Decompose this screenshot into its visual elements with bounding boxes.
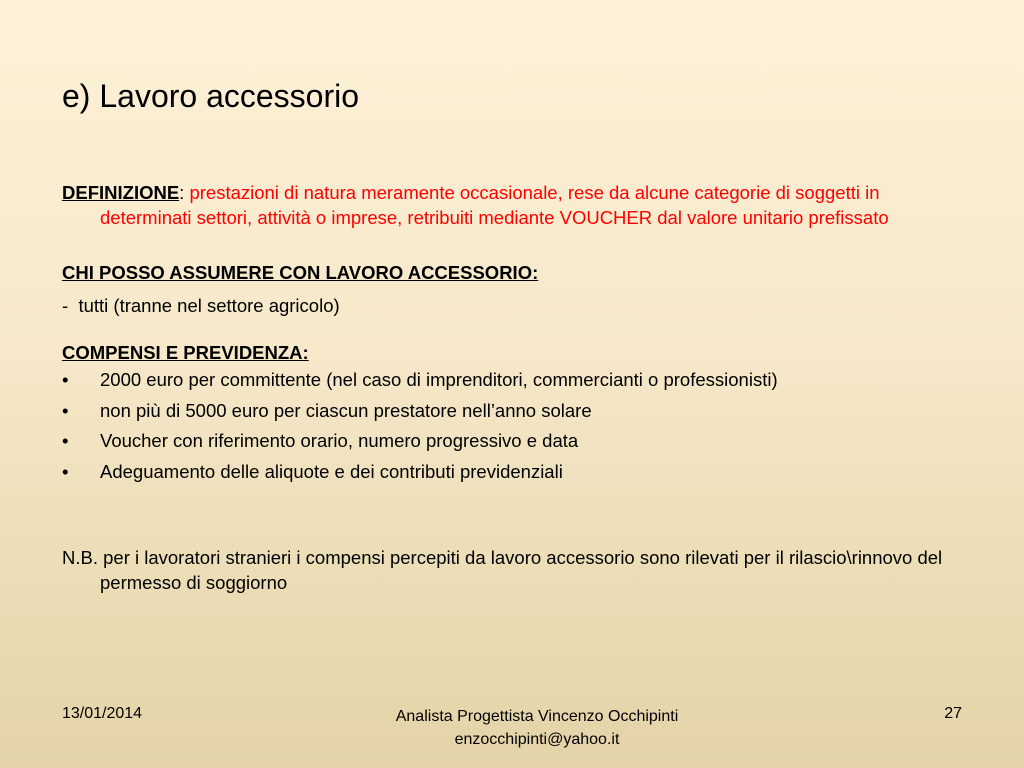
- definition-text: prestazioni di natura meramente occasionale, rese da alcune categorie di soggetti in determinati settori, attività o imprese, retribuiti mediante VOUCHER dal valore unitario prefissato: [100, 182, 889, 228]
- list-item-text: Adeguamento delle aliquote e dei contributi previdenziali: [100, 460, 563, 482]
- list-item: [62, 396, 962, 427]
- definition-paragraph: [62, 180, 962, 230]
- footer-author: Analista Progettista Vincenzo Occhipinti: [395, 708, 679, 725]
- note-paragraph: N.B. per i lavoratori stranieri i compensi percepiti da lavoro accessorio sono rilevati per il rilascio\rinnovo del permesso di soggiorno: [62, 547, 943, 593]
- who-item-text: tutti (tranne nel settore agricolo): [78, 295, 340, 316]
- slide-title: e) Lavoro accessorio: [62, 78, 360, 114]
- list-item: [62, 365, 962, 396]
- list-item-text: Voucher con riferimento orario, numero progressivo e data: [100, 430, 579, 451]
- compensation-heading: COMPENSI E PREVIDENZA:: [62, 342, 309, 363]
- bullet-marker: •: [62, 430, 69, 451]
- list-item-text: non più di 5000 euro per ciascun prestatore nell’anno solare: [100, 399, 592, 421]
- bullet-marker: •: [62, 460, 69, 482]
- page-number: 27: [944, 705, 962, 722]
- footer-email: enzocchipinti@yahoo.it: [454, 731, 620, 748]
- footer-date: 13/01/2014: [62, 705, 143, 722]
- dash-marker: -: [62, 295, 69, 316]
- list-item: [62, 457, 962, 488]
- list-item: [62, 426, 962, 457]
- slide-body: [62, 180, 962, 595]
- compensation-list: [62, 365, 962, 487]
- definition-label: DEFINIZIONE: [62, 182, 180, 203]
- bullet-marker: •: [62, 399, 69, 421]
- who-heading: CHI POSSO ASSUMERE CON LAVORO ACCESSORIO:: [62, 262, 539, 283]
- who-item: [62, 293, 962, 318]
- bullet-marker: •: [62, 369, 69, 390]
- definition-separator: :: [179, 182, 185, 203]
- footer-author-block: [312, 705, 762, 751]
- list-item-text: 2000 euro per committente (nel caso di imprenditori, commercianti o professionisti): [100, 369, 778, 390]
